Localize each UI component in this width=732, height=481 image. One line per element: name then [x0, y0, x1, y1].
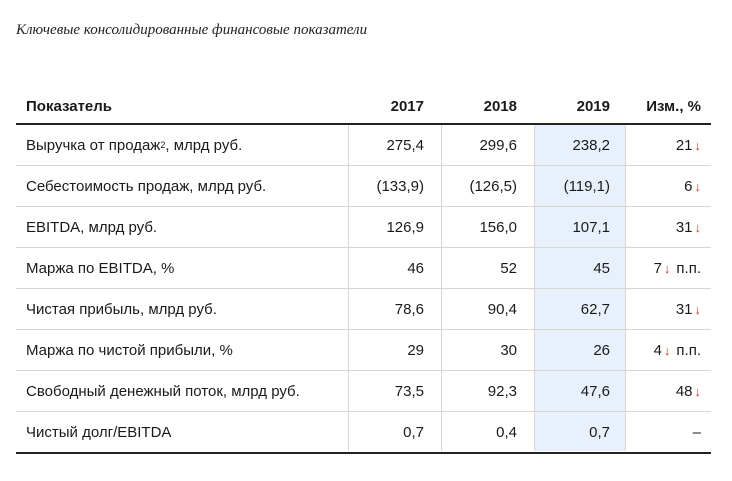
indicator-label: Выручка от продаж — [26, 136, 161, 154]
table-row — [16, 288, 711, 329]
row-indicator-name — [26, 412, 171, 452]
arrow-down-icon: ↓ — [694, 219, 701, 235]
value-2017: 126,9 — [386, 218, 424, 236]
table-caption: Ключевые консолидированные финансовые показатели — [16, 22, 368, 38]
row-indicator-name — [26, 166, 266, 206]
row-indicator-name: Выручка от продаж 2 , млрд руб. — [26, 136, 243, 154]
table-row — [16, 370, 711, 411]
indicator-label: Чистая прибыль, млрд руб. — [26, 300, 217, 318]
row-indicator-name — [26, 207, 157, 247]
value-2017: 29 — [407, 341, 424, 359]
value-2017: 0,7 — [403, 423, 424, 441]
value-2018: 299,6 — [479, 136, 517, 154]
change-value: 31 — [675, 300, 693, 318]
row-indicator-name — [26, 371, 300, 411]
value-2019: 45 — [593, 259, 610, 277]
change-value: 4 — [653, 341, 662, 359]
change-cell — [693, 412, 701, 452]
value-2017: 46 — [407, 259, 424, 277]
value-2017: (133,9) — [376, 177, 424, 195]
value-2019: 107,1 — [572, 218, 610, 236]
change-value: 31 — [675, 218, 693, 236]
row-indicator-name — [26, 289, 217, 329]
value-2018: 90,4 — [487, 300, 517, 318]
indicator-unit-label: , млрд руб. — [165, 136, 243, 154]
value-2019: 26 — [593, 341, 610, 359]
change-unit: п.п. — [676, 259, 701, 277]
indicator-label: Маржа по EBITDA, % — [26, 259, 175, 277]
row-indicator-name — [26, 330, 233, 370]
change-cell — [654, 248, 701, 288]
table-row — [16, 206, 711, 247]
table-row — [16, 411, 711, 454]
row-indicator-name — [26, 248, 174, 288]
arrow-down-icon: ↓ — [694, 383, 701, 399]
indicator-label: EBITDA, млрд руб. — [26, 218, 158, 236]
value-2019: 238,2 — [572, 136, 610, 154]
value-2019: 47,6 — [580, 382, 610, 400]
value-2017: 73,5 — [394, 382, 424, 400]
value-2018: 52 — [500, 259, 517, 277]
value-2018: 30 — [500, 341, 517, 359]
header-indicator: Показатель — [26, 97, 113, 115]
change-cell — [676, 371, 701, 411]
value-2019: 62,7 — [580, 300, 610, 318]
change-value: – — [692, 423, 701, 441]
change-cell — [654, 330, 701, 370]
arrow-down-icon: ↓ — [663, 260, 671, 276]
change-cell — [676, 207, 701, 247]
table-header-row — [16, 89, 711, 125]
indicator-label: Свободный денежный поток, млрд руб. — [26, 382, 300, 400]
change-value: 7 — [653, 259, 662, 277]
value-2017: 78,6 — [394, 300, 424, 318]
table-row — [16, 247, 711, 288]
table-row — [16, 125, 711, 165]
change-cell — [676, 125, 701, 165]
arrow-down-icon: ↓ — [694, 301, 701, 317]
header-2018: 2018 — [483, 97, 517, 115]
change-value: 6 — [684, 177, 693, 195]
arrow-down-icon: ↓ — [694, 178, 701, 194]
value-2019: (119,1) — [563, 177, 610, 195]
value-2018: 92,3 — [487, 382, 517, 400]
change-cell — [684, 166, 701, 206]
arrow-down-icon: ↓ — [663, 342, 671, 358]
indicator-label: Себестоимость продаж, млрд руб. — [26, 177, 267, 195]
table-row — [16, 329, 711, 370]
change-value: 21 — [675, 136, 693, 154]
indicator-label: Маржа по чистой прибыли, % — [26, 341, 233, 359]
header-2017: 2017 — [390, 97, 424, 115]
value-2018: 156,0 — [479, 218, 517, 236]
change-value: 48 — [675, 382, 693, 400]
header-change: Изм., % — [646, 97, 701, 115]
financial-table — [16, 89, 711, 454]
header-2019: 2019 — [576, 97, 610, 115]
change-unit: п.п. — [676, 341, 701, 359]
arrow-down-icon: ↓ — [694, 137, 701, 153]
value-2019: 0,7 — [589, 423, 610, 441]
change-cell — [676, 289, 701, 329]
value-2018: (126,5) — [469, 177, 517, 195]
table-row — [16, 165, 711, 206]
value-2017: 275,4 — [386, 136, 424, 154]
value-2018: 0,4 — [496, 423, 517, 441]
indicator-label: Чистый долг/EBITDA — [26, 423, 172, 441]
